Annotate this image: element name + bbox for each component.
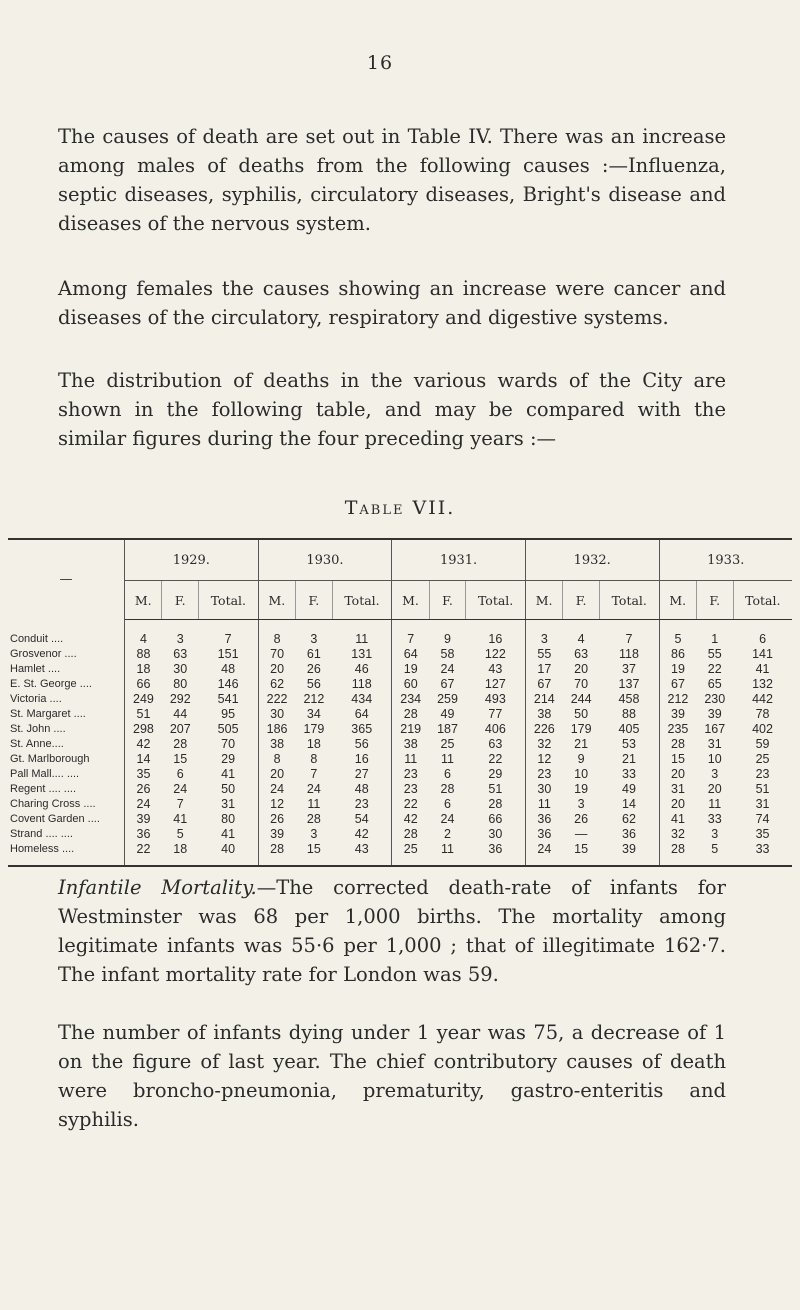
table-row xyxy=(8,767,792,782)
table-cell: 64 xyxy=(354,707,369,721)
paragraph-infantile-mortality xyxy=(58,873,726,989)
table-cell: 44 xyxy=(173,707,188,721)
table-cell: 146 xyxy=(217,677,239,691)
table-cell: 60 xyxy=(392,677,429,692)
table-cell: 8 xyxy=(258,752,295,767)
table-cell: 42 xyxy=(136,737,151,751)
table-cell: 41 xyxy=(221,827,236,841)
ward-name: Conduit .... xyxy=(8,620,125,648)
table-cell: 56 xyxy=(354,737,369,751)
column-subheader: Total. xyxy=(199,581,259,620)
table-cell: 67 xyxy=(659,677,696,692)
table-cell: 31 xyxy=(659,782,696,797)
table-cell: 28 xyxy=(306,812,321,826)
table-cell: 3 xyxy=(310,827,318,841)
table-cell: 63 xyxy=(488,737,503,751)
table-cell: 31 xyxy=(221,797,236,811)
table-cell: 212 xyxy=(659,692,696,707)
table-cell: 15 xyxy=(659,752,696,767)
table-row xyxy=(8,737,792,752)
year-header: 1931. xyxy=(392,539,526,581)
table-cell: 31 xyxy=(707,737,722,751)
table-cell: 88 xyxy=(136,647,151,661)
table-cell: 151 xyxy=(217,647,239,661)
column-subheader: F. xyxy=(296,581,333,620)
table-cell: 406 xyxy=(484,722,506,736)
table-cell: 22 xyxy=(488,752,503,766)
table-cell: 24 xyxy=(440,812,455,826)
table-cell: 28 xyxy=(440,782,455,796)
table-row xyxy=(8,692,792,707)
table-cell: 24 xyxy=(306,782,321,796)
paragraph-female-causes: Among females the causes showing an increase were cancer and diseases of the circulatory, respiratory and digestive systems. xyxy=(58,277,726,329)
table-cell: 3 xyxy=(711,827,719,841)
ward-name: Covent Garden .... xyxy=(8,812,125,827)
table-cell: 49 xyxy=(440,707,455,721)
table-cell: 28 xyxy=(258,842,295,866)
paragraph-causes-of-death: The causes of death are set out in Table IV. There was an increase among males of deaths from the following causes :—Influenza, septic diseases, syphilis, circulatory diseases, Bright's disease and diseases of the nervous system. xyxy=(58,125,726,235)
table-cell: 28 xyxy=(392,827,429,842)
table-cell: 56 xyxy=(306,677,321,691)
table-cell: 16 xyxy=(354,752,369,766)
column-subheader: Total. xyxy=(466,581,526,620)
column-subheader: M. xyxy=(125,581,162,620)
table-cell: 6 xyxy=(444,797,451,811)
table-cell: 78 xyxy=(755,707,770,721)
table-cell: 22 xyxy=(707,662,722,676)
table-cell: 30 xyxy=(525,782,562,797)
column-subheader: Total. xyxy=(733,581,792,620)
table-cell: 38 xyxy=(392,737,429,752)
table-cell: 55 xyxy=(525,647,562,662)
table-cell: 38 xyxy=(258,737,295,752)
table-row xyxy=(8,647,792,662)
table-cell: 39 xyxy=(659,707,696,722)
table-cell: 40 xyxy=(221,842,236,856)
table-cell: 42 xyxy=(354,827,369,841)
table-cell: 67 xyxy=(525,677,562,692)
table-cell: 19 xyxy=(659,662,696,677)
table-cell: 39 xyxy=(622,842,636,856)
table-cell: 7 xyxy=(310,767,318,781)
table-cell: 32 xyxy=(525,737,562,752)
table-row xyxy=(8,677,792,692)
table-cell: 212 xyxy=(303,692,325,706)
table-cell: 61 xyxy=(306,647,321,661)
table-cell: 10 xyxy=(707,752,722,766)
table-cell: 41 xyxy=(221,767,236,781)
table-cell: 1 xyxy=(711,632,719,646)
table-cell: 43 xyxy=(354,842,369,856)
table-cell: 3 xyxy=(711,767,719,781)
table-cell: 19 xyxy=(392,662,429,677)
table-cell: 442 xyxy=(752,692,773,706)
table-cell: 493 xyxy=(484,692,506,706)
table-cell: 365 xyxy=(351,722,373,736)
table-cell: 63 xyxy=(574,647,589,661)
table-cell: 21 xyxy=(574,737,589,751)
table-cell: 11 xyxy=(307,797,321,811)
column-subheader: Total. xyxy=(599,581,659,620)
table-cell: 70 xyxy=(574,677,589,691)
table-cell: 23 xyxy=(392,782,429,797)
table-cell: 249 xyxy=(133,692,154,706)
table-cell: 77 xyxy=(488,707,503,721)
table-cell: 62 xyxy=(622,812,636,826)
table-cell: 65 xyxy=(707,677,722,691)
table-cell: 15 xyxy=(574,842,589,856)
table-cell: 5 xyxy=(659,620,696,648)
table-cell: 39 xyxy=(136,812,151,826)
table-cell: 18 xyxy=(136,662,151,676)
table-cell: 30 xyxy=(173,662,188,676)
table-cell: 18 xyxy=(173,842,188,856)
table-cell: 26 xyxy=(258,812,295,827)
table-cell: 80 xyxy=(173,677,188,691)
column-subheader: F. xyxy=(696,581,733,620)
table-cell: 20 xyxy=(574,662,589,676)
table-cell: 38 xyxy=(525,707,562,722)
table-cell: 32 xyxy=(659,827,696,842)
table-cell: 43 xyxy=(488,662,503,676)
table-cell: 26 xyxy=(574,812,589,826)
table-cell: 80 xyxy=(221,812,236,826)
table-cell: 131 xyxy=(351,647,373,661)
table-cell: 207 xyxy=(169,722,191,736)
table-cell: 219 xyxy=(392,722,429,737)
table-cell: 48 xyxy=(221,662,236,676)
ward-name: Charing Cross .... xyxy=(8,797,125,812)
table-cell: 17 xyxy=(525,662,562,677)
table-cell: 28 xyxy=(659,842,696,866)
table-cell: 3 xyxy=(577,797,585,811)
table-cell: 54 xyxy=(354,812,369,826)
table-cell: 9 xyxy=(577,752,585,766)
table-cell: 24 xyxy=(173,782,188,796)
table-cell: 11 xyxy=(355,632,369,646)
table-row xyxy=(8,620,792,648)
table-cell: 39 xyxy=(707,707,722,721)
table-cell: 9 xyxy=(444,632,451,646)
table-cell: 24 xyxy=(525,842,562,866)
table-cell: 7 xyxy=(625,632,633,646)
table-cell: 167 xyxy=(704,722,726,736)
table-cell: 70 xyxy=(221,737,236,751)
table-cell: 41 xyxy=(755,662,770,676)
table-cell: 29 xyxy=(221,752,236,766)
column-subheader: M. xyxy=(525,581,562,620)
ward-name: Regent .... .... xyxy=(8,782,125,797)
table-cell: 6 xyxy=(759,632,767,646)
table-cell: 405 xyxy=(618,722,640,736)
table-cell: 3 xyxy=(176,632,184,646)
table-cell: 36 xyxy=(136,827,151,841)
ward-name: St. Anne.... xyxy=(8,737,125,752)
table-cell: 11 xyxy=(441,752,454,766)
table-cell: 39 xyxy=(258,827,295,842)
table-cell: 7 xyxy=(176,797,184,811)
table-cell: 11 xyxy=(708,797,722,811)
ward-name: Grosvenor .... xyxy=(8,647,125,662)
ward-name: St. Margaret .... xyxy=(8,707,125,722)
table-cell: 5 xyxy=(176,827,184,841)
table-cell: 28 xyxy=(659,737,696,752)
table-cell: 23 xyxy=(525,767,562,782)
table-cell: 298 xyxy=(133,722,154,736)
table-cell: 36 xyxy=(525,812,562,827)
table-cell: 141 xyxy=(752,647,773,661)
column-subheader: F. xyxy=(429,581,466,620)
ward-name: Victoria .... xyxy=(8,692,125,707)
paragraph-ward-distribution: The distribution of deaths in the various wards of the City are shown in the following table, and may be compared with the similar figures during the four preceding years :— xyxy=(58,369,726,450)
column-subheader: F. xyxy=(162,581,199,620)
table-cell: 24 xyxy=(440,662,455,676)
table-cell: 35 xyxy=(755,827,770,841)
table-cell: 18 xyxy=(306,737,321,751)
table-cell: 33 xyxy=(755,842,770,856)
table-cell: 24 xyxy=(136,797,151,811)
ward-name: E. St. George .... xyxy=(8,677,125,692)
table-cell: 30 xyxy=(488,827,503,841)
table-cell: 137 xyxy=(618,677,640,691)
table-cell: 36 xyxy=(488,842,503,856)
table-cell: 3 xyxy=(525,620,562,648)
table-cell: 179 xyxy=(570,722,592,736)
table-cell: 50 xyxy=(221,782,236,796)
table-cell: 4 xyxy=(577,632,585,646)
column-subheader: M. xyxy=(258,581,295,620)
table-row xyxy=(8,707,792,722)
table-cell: 235 xyxy=(659,722,696,737)
table-cell: 58 xyxy=(440,647,455,661)
column-subheader: Total. xyxy=(332,581,392,620)
table-cell: 122 xyxy=(484,647,506,661)
table-cell: 4 xyxy=(139,632,147,646)
table-cell: 51 xyxy=(136,707,151,721)
table-cell: 53 xyxy=(622,737,636,751)
table-cell: 12 xyxy=(258,797,295,812)
table-cell: 23 xyxy=(354,797,369,811)
table-cell: 179 xyxy=(303,722,325,736)
table-cell: 21 xyxy=(622,752,636,766)
year-header: 1930. xyxy=(258,539,392,581)
table-cell: 48 xyxy=(354,782,369,796)
table-cell: 187 xyxy=(437,722,458,736)
table-cell: 31 xyxy=(755,797,770,811)
table-cell: 226 xyxy=(525,722,562,737)
table-cell: 26 xyxy=(136,782,151,796)
ward-name: Hamlet .... xyxy=(8,662,125,677)
table-cell: 23 xyxy=(392,767,429,782)
table-cell: 15 xyxy=(306,842,321,856)
table-cell: 244 xyxy=(570,692,592,706)
year-header: 1933. xyxy=(659,539,792,581)
table-cell: 15 xyxy=(173,752,188,766)
column-subheader: M. xyxy=(392,581,429,620)
table-cell: 23 xyxy=(755,767,770,781)
table-cell: 24 xyxy=(258,782,295,797)
table-cell: 59 xyxy=(755,737,770,751)
table-cell: 434 xyxy=(351,692,373,706)
table-cell: 6 xyxy=(176,767,184,781)
table-cell: 33 xyxy=(707,812,722,826)
table-cell: 541 xyxy=(217,692,239,706)
table-row xyxy=(8,842,792,866)
year-header: 1929. xyxy=(125,539,259,581)
table-cell: 36 xyxy=(525,827,562,842)
table-cell: 8 xyxy=(310,752,318,766)
table-cell: 41 xyxy=(173,812,188,826)
table-cell: 19 xyxy=(574,782,589,796)
table-cell: 67 xyxy=(440,677,455,691)
table-cell: 25 xyxy=(440,737,455,751)
table-cell: 20 xyxy=(707,782,722,796)
table-row xyxy=(8,827,792,842)
table-cell: 51 xyxy=(755,782,770,796)
table-cell: 22 xyxy=(392,797,429,812)
table-cell: 16 xyxy=(488,632,503,646)
ward-name: Strand .... .... xyxy=(8,827,125,842)
table-cell: 28 xyxy=(392,707,429,722)
table-cell: 25 xyxy=(755,752,770,766)
table-cell: 20 xyxy=(258,767,295,782)
table-cell: 70 xyxy=(258,647,295,662)
table-cell: 14 xyxy=(622,797,636,811)
table-cell: 51 xyxy=(488,782,503,796)
table-cell: 20 xyxy=(258,662,295,677)
table-cell: 292 xyxy=(169,692,191,706)
table-cell: 259 xyxy=(437,692,458,706)
ward-name: Homeless .... xyxy=(8,842,125,866)
table-cell: 46 xyxy=(354,662,369,676)
table-cell: 7 xyxy=(392,620,429,648)
year-header: 1932. xyxy=(525,539,659,581)
paragraph-infant-deaths: The number of infants dying under 1 year was 75, a decrease of 1 on the figure of last year. The chief contributory causes of death were broncho-pneumonia, prematurity, gastro-enteritis and syphilis. xyxy=(58,1021,726,1131)
table-cell: 5 xyxy=(711,842,719,856)
table-cell: 505 xyxy=(217,722,239,736)
ward-deaths-table xyxy=(8,538,792,867)
table-cell: 186 xyxy=(258,722,295,737)
table-cell: 55 xyxy=(707,647,722,661)
table-row xyxy=(8,662,792,677)
table-cell: 230 xyxy=(704,692,726,706)
table-cell: 22 xyxy=(136,842,151,856)
table-cell: 28 xyxy=(173,737,188,751)
table-cell: 12 xyxy=(525,752,562,767)
table-cell: 402 xyxy=(752,722,773,736)
table-title: Table VII. xyxy=(344,497,456,519)
table-row xyxy=(8,797,792,812)
table-cell: 35 xyxy=(136,767,151,781)
table-cell: 41 xyxy=(659,812,696,827)
ward-name: St. John .... xyxy=(8,722,125,737)
table-cell: — xyxy=(574,827,588,841)
column-subheader: F. xyxy=(563,581,600,620)
table-cell: 25 xyxy=(392,842,429,866)
table-cell: 127 xyxy=(484,677,506,691)
table-cell: 214 xyxy=(525,692,562,707)
table-cell: 86 xyxy=(659,647,696,662)
table-cell: 62 xyxy=(258,677,295,692)
infantile-mortality-heading: Infantile Mortality. xyxy=(58,876,257,899)
table-cell: 37 xyxy=(622,662,636,676)
table-cell: 49 xyxy=(622,782,636,796)
table-cell: 50 xyxy=(574,707,589,721)
table-cell: 234 xyxy=(392,692,429,707)
table-cell: 63 xyxy=(173,647,188,661)
table-cell: 28 xyxy=(488,797,503,811)
table-cell: 33 xyxy=(622,767,636,781)
table-cell: 29 xyxy=(488,767,503,781)
ward-name: Gt. Marlborough xyxy=(8,752,125,767)
table-cell: 27 xyxy=(354,767,369,781)
table-cell: 3 xyxy=(310,632,318,646)
table-cell: 20 xyxy=(659,767,696,782)
table-cell: 30 xyxy=(258,707,295,722)
table-cell: 34 xyxy=(306,707,321,721)
table-cell: 458 xyxy=(618,692,640,706)
table-cell: 132 xyxy=(752,677,773,691)
table-cell: 74 xyxy=(755,812,770,826)
table-cell: 7 xyxy=(224,632,232,646)
table-cell: 6 xyxy=(444,767,451,781)
table-cell: 2 xyxy=(444,827,451,841)
table-cell: 64 xyxy=(392,647,429,662)
table-cell: 11 xyxy=(525,797,562,812)
table-cell: 95 xyxy=(221,707,236,721)
table-cell: 36 xyxy=(622,827,636,841)
table-cell: 118 xyxy=(351,677,372,691)
table-cell: 88 xyxy=(622,707,636,721)
column-subheader: M. xyxy=(659,581,696,620)
table-cell: 118 xyxy=(619,647,639,661)
page-number: 16 xyxy=(366,52,394,74)
table-cell: 42 xyxy=(392,812,429,827)
infantile-mortality-text: —The corrected death-rate of infants for Westminster was 68 per 1,000 births. The mortality among legitimate infants was 55·6 per 1,000 ; that of illegitimate 162·7. The infant mortality rate for London was 59. xyxy=(58,876,726,986)
table-cell: 26 xyxy=(306,662,321,676)
table-cell: 11 xyxy=(392,752,429,767)
table-row xyxy=(8,752,792,767)
table-cell: 11 xyxy=(441,842,454,856)
ward-name: Pall Mall.... .... xyxy=(8,767,125,782)
table-cell: 10 xyxy=(574,767,589,781)
table-corner: — xyxy=(8,539,125,620)
table-cell: 14 xyxy=(136,752,151,766)
table-row xyxy=(8,812,792,827)
table-cell: 66 xyxy=(136,677,151,691)
table-row xyxy=(8,722,792,737)
table-cell: 222 xyxy=(258,692,295,707)
table-cell: 20 xyxy=(659,797,696,812)
table-cell: 66 xyxy=(488,812,503,826)
table-cell: 8 xyxy=(258,620,295,648)
table-row xyxy=(8,782,792,797)
